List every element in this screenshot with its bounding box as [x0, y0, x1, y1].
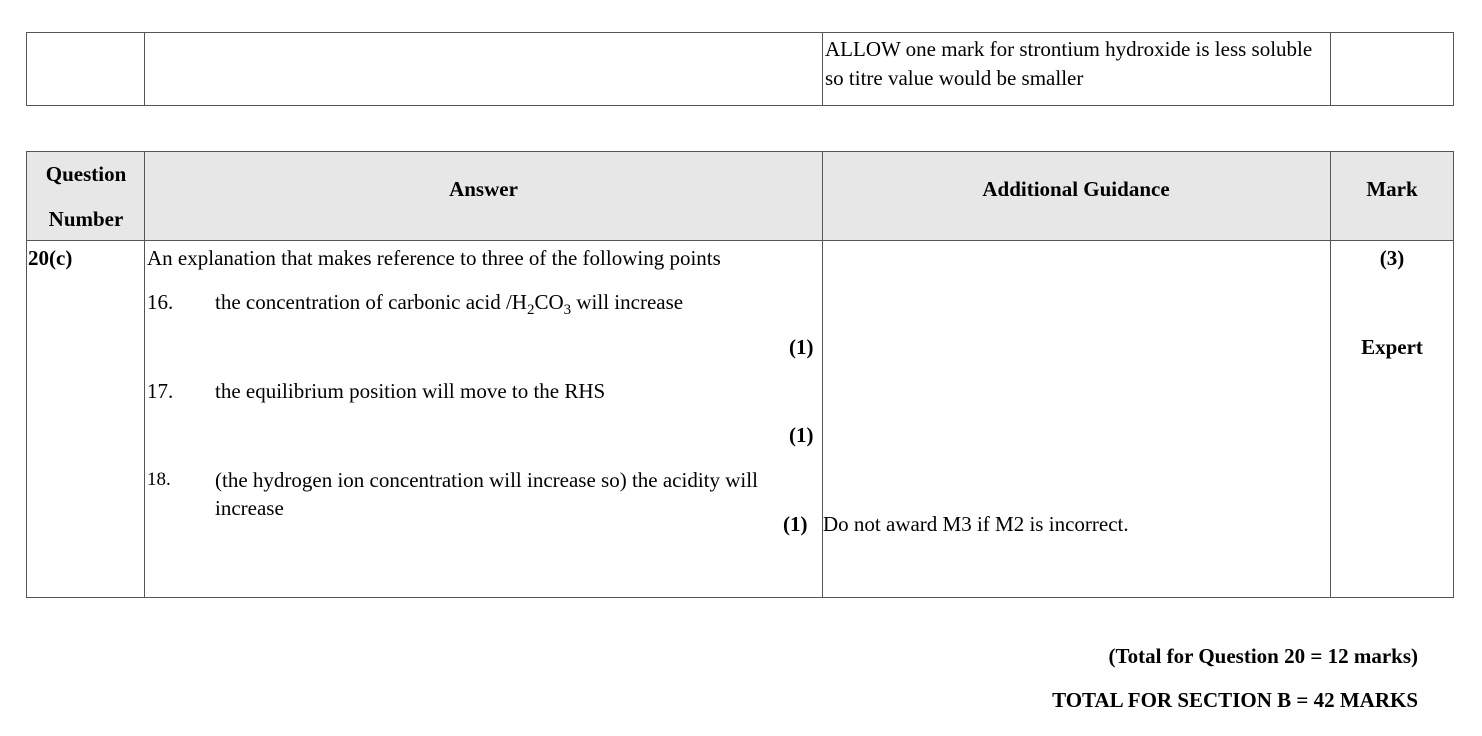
point-text: (the hydrogen ion concentration will increase so) the acidity will increase: [215, 468, 758, 520]
header-answer: Answer: [449, 177, 518, 201]
point-mark: (1): [783, 512, 808, 536]
point-text: [215, 288, 683, 324]
mark-total: (3): [1379, 246, 1405, 270]
header-additional-guidance: Additional Guidance: [982, 177, 1170, 201]
column-divider: [822, 33, 823, 105]
additional-guidance-text: Do not award M3 if M2 is incorrect.: [823, 512, 1129, 536]
question-number: 20(c): [28, 246, 73, 270]
mark-level: Expert: [1361, 335, 1423, 359]
total-for-question: (Total for Question 20 = 12 marks): [1108, 644, 1418, 668]
column-divider: [1330, 33, 1331, 105]
point-text-part: CO: [534, 290, 564, 314]
total-for-section: TOTAL FOR SECTION B = 42 MARKS: [1052, 688, 1418, 712]
point-text-part: will increase: [571, 290, 684, 314]
mark-scheme-table: [26, 151, 1454, 598]
continuation-table: [26, 32, 1454, 106]
point-number: 17.: [147, 379, 174, 403]
header-question-number: [27, 152, 145, 242]
header-question-label: Question: [45, 162, 127, 186]
header-number-label: Number: [48, 207, 124, 231]
subscript: 3: [563, 302, 572, 319]
point-number: 16.: [147, 290, 174, 314]
point-number: 18.: [147, 469, 171, 490]
point-mark: (1): [789, 423, 814, 447]
point-text: the equilibrium position will move to the RHS: [215, 379, 606, 403]
point-text-part: the concentration of carbonic acid /H: [215, 290, 527, 314]
subscript: 2: [526, 302, 535, 319]
answer-intro: An explanation that makes reference to three of the following points: [147, 246, 721, 270]
header-mark: Mark: [1366, 177, 1418, 201]
point-mark: (1): [789, 335, 814, 359]
column-divider: [144, 33, 145, 105]
top-guidance-text: ALLOW one mark for strontium hydroxide is less soluble so titre value would be smaller: [825, 37, 1313, 90]
